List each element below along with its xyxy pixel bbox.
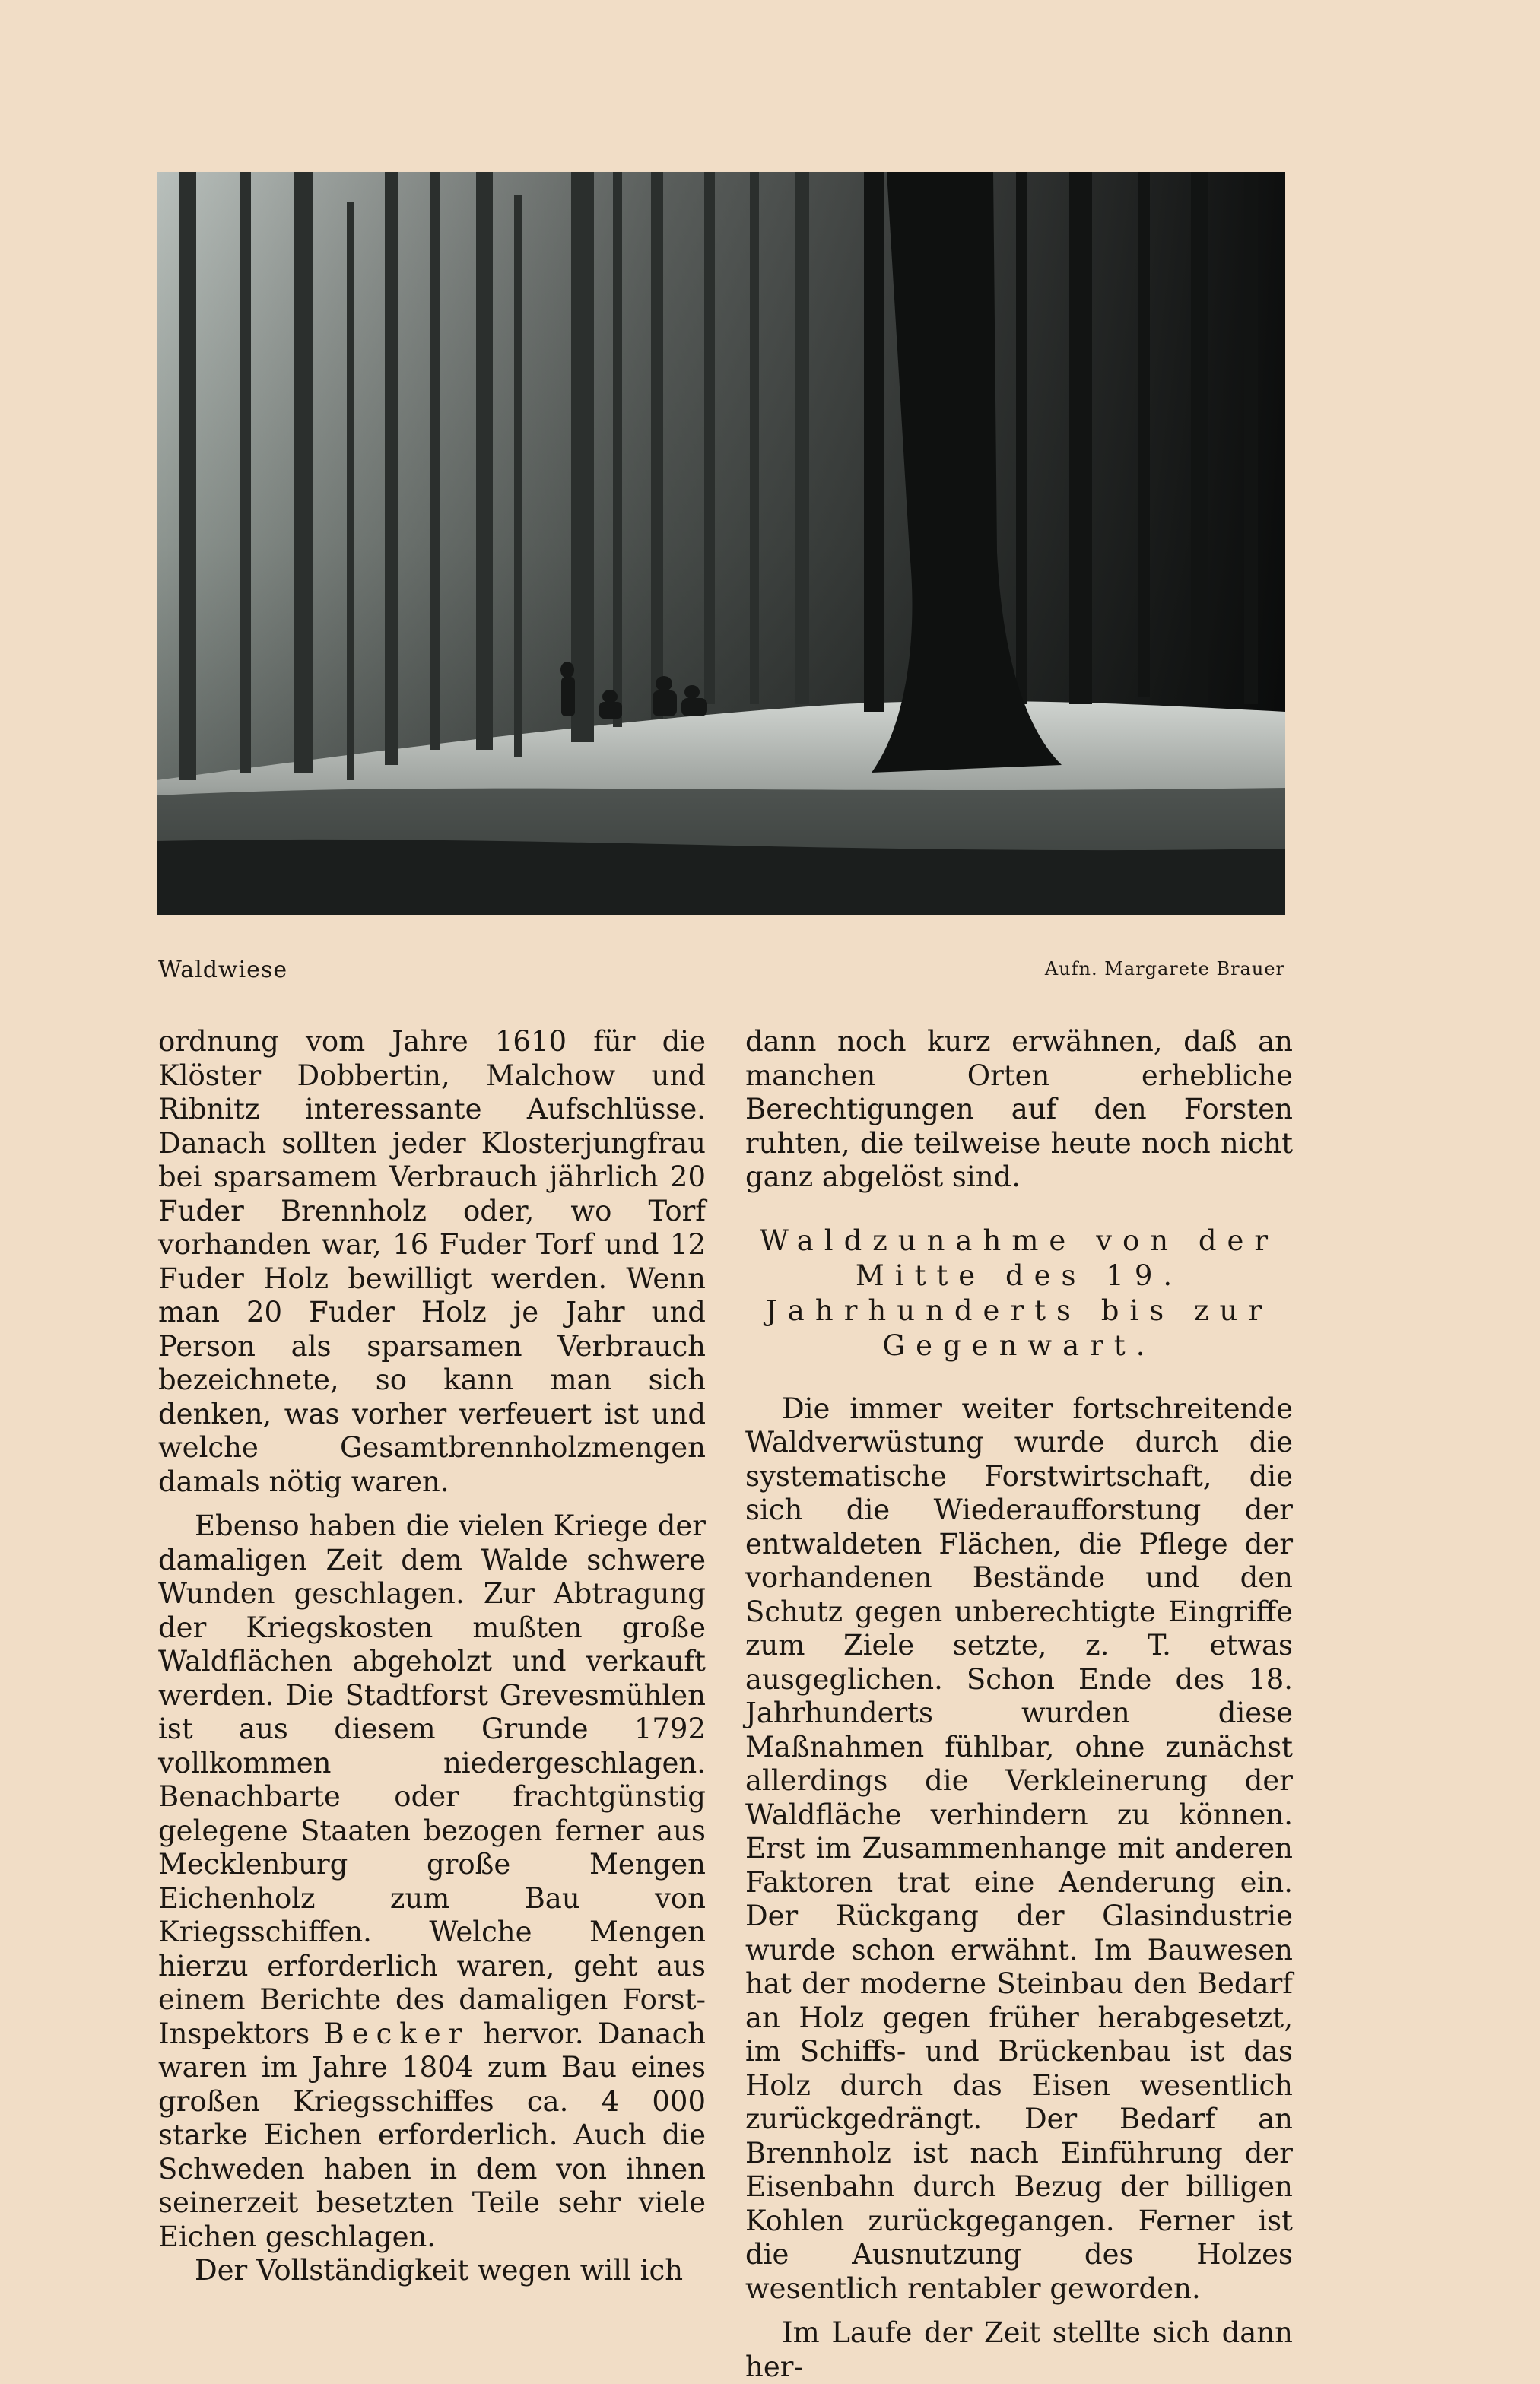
left-text-column	[158, 1025, 706, 2288]
paragraph-text: hervor. Danach waren im Jahre 1804 zum Bau eines großen Kriegsschiffes ca. 4 000 starke Eichen erforderlich. Auch die Schweden haben in dem von ihnen seinerzeit besetzten Teile sehr viele Eichen geschlagen.	[158, 2017, 706, 2253]
forest-meadow-photo	[157, 172, 1285, 915]
paragraph: Der Vollständigkeit wegen will ich	[195, 2254, 684, 2287]
paragraph: Die immer weiter fortschreitende Waldverwüstung wurde durch die systematische Forstwirtschaft, die sich die Wiederaufforstung der entwaldeten Flächen, die Pflege der vorhandenen Bestände und den Schutz gegen unberechtigte Eingriffe zum Ziele setzte, z. T. etwas ausgeglichen. Schon Ende des 18. Jahrhunderts wurden diese Maßnahmen fühlbar, ohne zunächst allerdings die Verkleinerung der Waldfläche verhindern zu können. Erst im Zusammenhange mit anderen Faktoren trat eine Aenderung ein. Der Rückgang der Glasindustrie wurde schon erwähnt. Im Bauwesen hat der moderne Steinbau den Bedarf an Holz gegen früher herabgesetzt, im Schiffs- und Brückenbau ist das Holz durch das Eisen wesentlich zurückgedrängt. Der Bedarf an Brennholz ist nach Einführung der Eisenbahn durch Bezug der billigen Kohlen zurückgegangen. Ferner ist die Ausnutzung des Holzes wesentlich rentabler geworden.	[745, 1392, 1293, 2305]
section-heading: Waldzunahme von der Mitte des 19. Jahrhunderts bis zur Gegenwart.	[759, 1224, 1279, 1362]
photo-caption: Waldwiese	[158, 957, 288, 983]
paragraph: Im Laufe der Zeit stellte sich dann her-	[745, 2316, 1293, 2383]
paragraph-text: Ebenso haben die vielen Kriege der damaligen Zeit dem Walde schwere Wunden geschlagen. Zur Abtragung der Kriegskosten mußten große Waldflächen abgeholzt und verkauft werden. Die Stadtforst Grevesmühlen ist aus diesem Grunde 1792 vollkommen niedergeschlagen. Benachbarte oder frachtgünstig gelegene Staaten bezogen ferner aus Mecklenburg große Mengen Eichenholz zum Bau von Kriegsschiffen. Welche Mengen hierzu erforderlich waren, geht aus einem Berichte des damaligen Forst-Inspektors	[158, 1509, 706, 2050]
paragraph	[158, 1509, 706, 2254]
person-name: Becker	[323, 2017, 470, 2050]
photo-credit: Aufn. Margarete Brauer	[1044, 958, 1285, 979]
right-text-column	[745, 1025, 1293, 2384]
paragraph: dann noch kurz erwähnen, daß an manchen Orten erhebliche Berechtigungen auf den Forsten ruhten, die teilweise heute noch nicht ganz abgelöst sind.	[745, 1025, 1293, 1193]
paragraph: ordnung vom Jahre 1610 für die Klöster Dobbertin, Malchow und Ribnitz interessante Aufschlüsse. Danach sollten jeder Klosterjungfrau bei sparsamem Verbrauch jährlich 20 Fuder Brennholz oder, wo Torf vorhanden war, 16 Fuder Torf und 12 Fuder Holz bewilligt werden. Wenn man 20 Fuder Holz je Jahr und Person als sparsamen Verbrauch bezeichnete, so kann man sich denken, was vorher verfeuert ist und welche Gesamtbrennholzmengen damals nötig waren.	[158, 1025, 706, 1498]
